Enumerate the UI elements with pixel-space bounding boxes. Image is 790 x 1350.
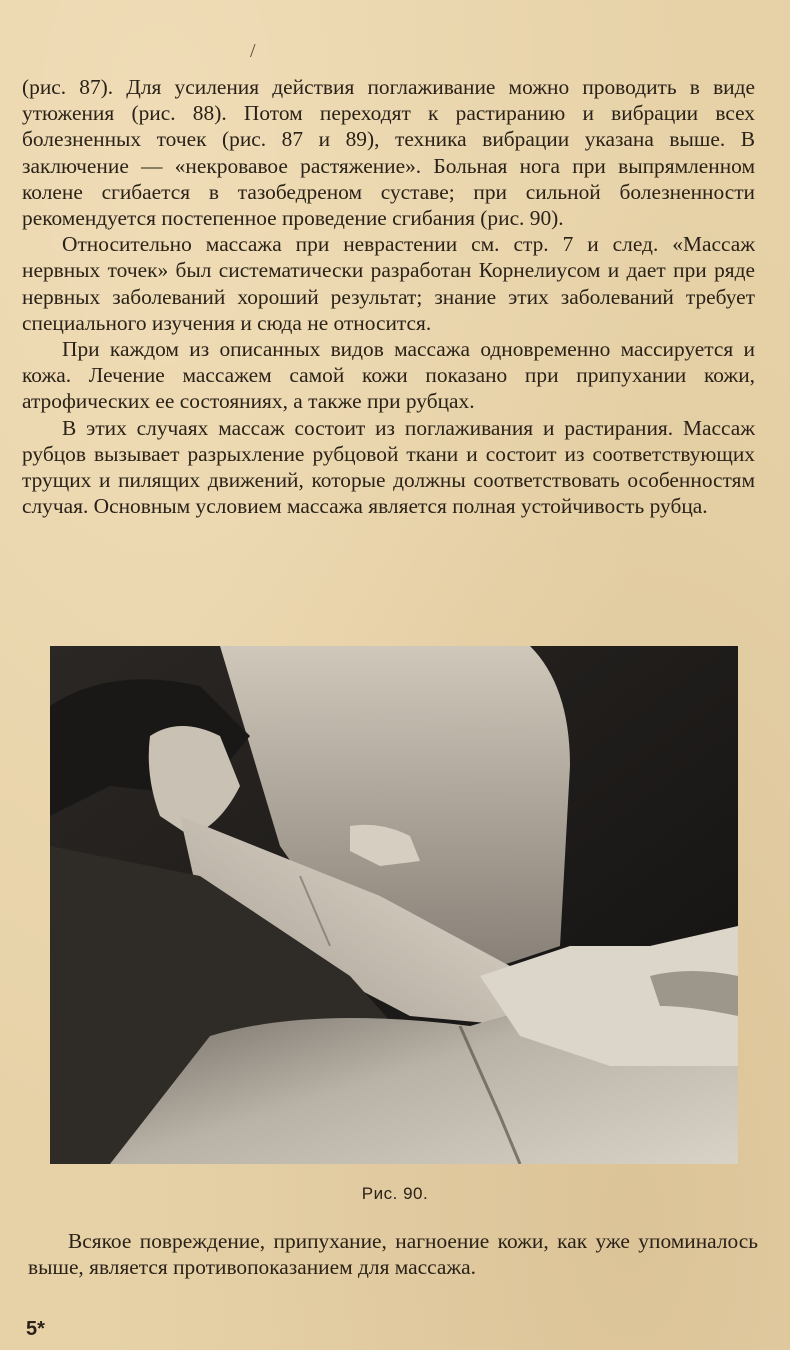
figure-caption: Рис. 90. [361, 1184, 429, 1203]
paragraph-1: (рис. 87). Для усиления действия поглаживание можно проводить в виде утюжения (рис. 88). Потом переходят к растиранию и вибрации всех болезненных точек (рис. 87 и 89), техника вибрации указана выше. В заключение — «некровавое растяжение». Больная нога при выпрямленном колене сгибается в тазобедреном суставе; при сильной болезненности рекомендуется постепенное проведение сгибания (рис. 90). [22, 75, 755, 231]
paragraph-2: Относительно массажа при неврастении см. стр. 7 и след. «Массаж нервных точек» был систематически разработан Корнелиусом и дает при ряде нервных заболеваний хороший результат; знание этих заболеваний требует специального изучения и сюда не относится. [22, 232, 755, 335]
page-mark: / [250, 40, 256, 62]
massage-photo [50, 646, 738, 1164]
figure-photo [50, 646, 738, 1164]
closing-text [28, 1228, 758, 1280]
paragraph-5: Всякое повреждение, припухание, нагноение кожи, как уже упоминалось выше, является противопоказанием для массажа. [28, 1229, 758, 1280]
paragraph-3: При каждом из описанных видов массажа одновременно массируется и кожа. Лечение массажем самой кожи показано при припухании кожи, атрофических ее состояниях, а также при рубцах. [22, 337, 755, 414]
body-text [22, 74, 755, 519]
paragraph-4: В этих случаях массаж состоит из поглаживания и растирания. Массаж рубцов вызывает разрыхление рубцовой ткани и состоит из соответствующих трущих и пилящих движений, которые должны соответствовать особенностям случая. Основным условием массажа является полная устойчивость рубца. [22, 415, 755, 519]
page-folio: 5* [26, 1318, 45, 1340]
